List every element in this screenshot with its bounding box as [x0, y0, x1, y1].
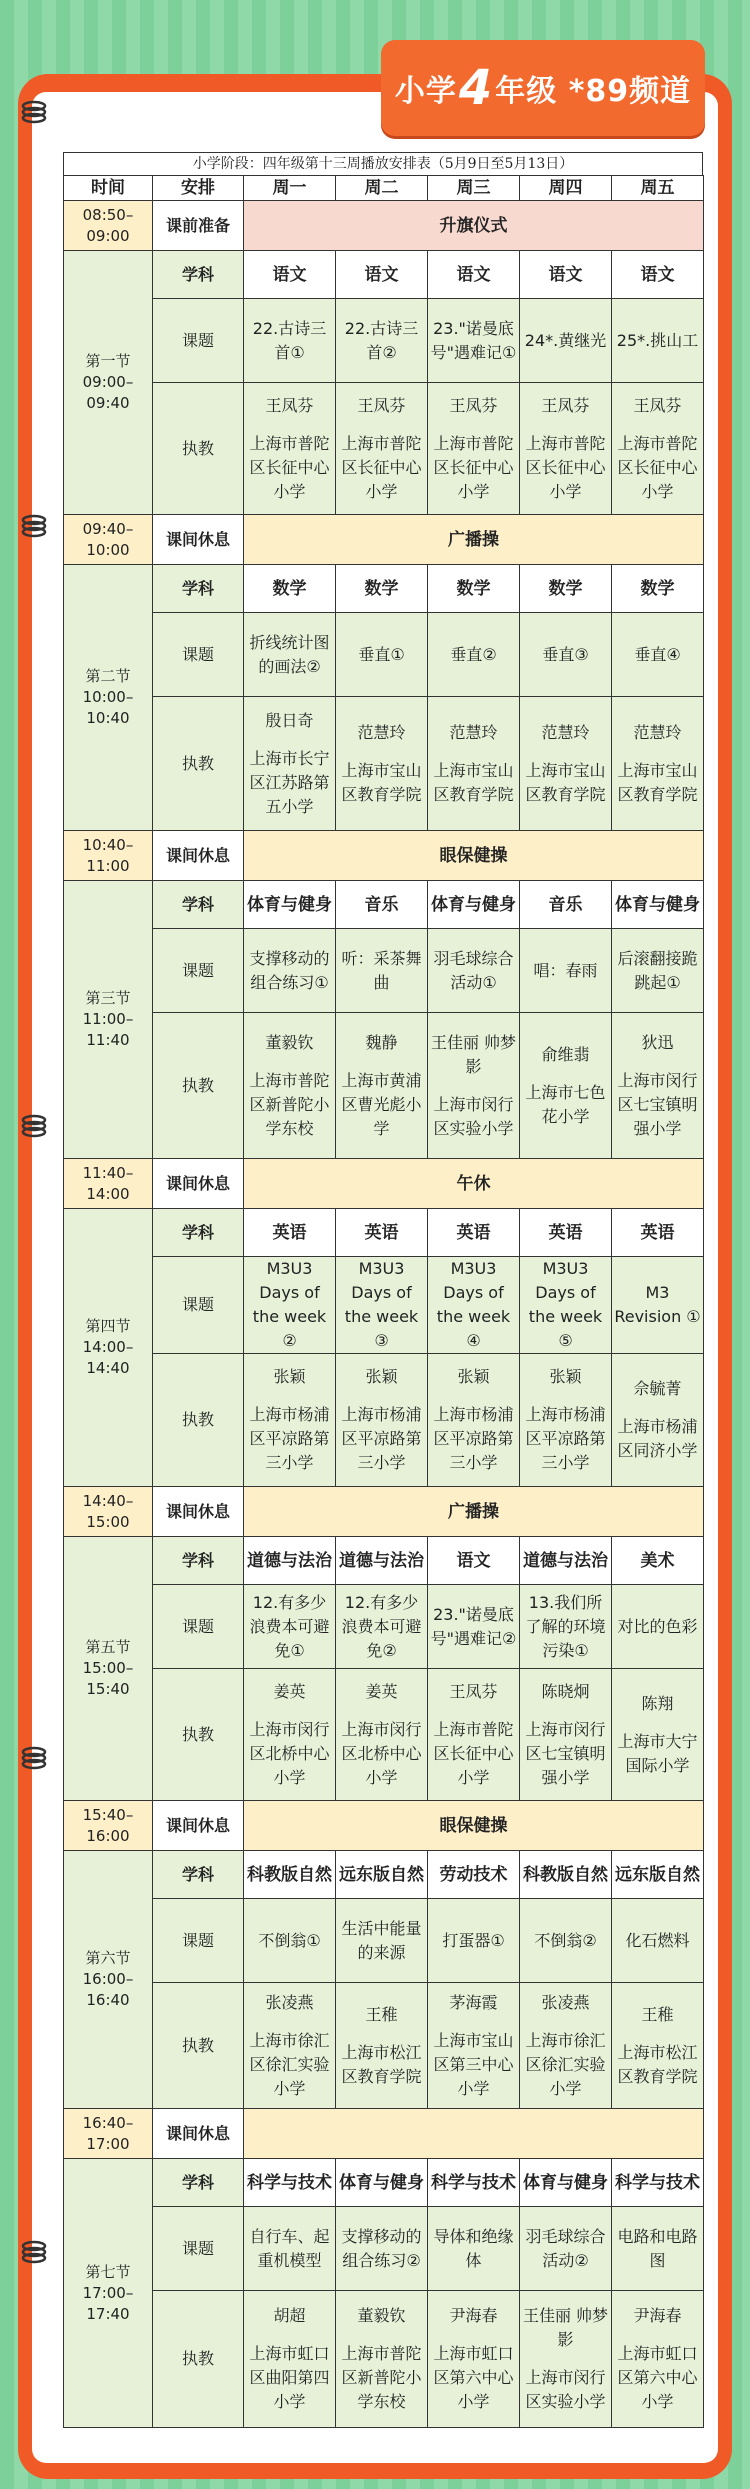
subject-cell: 英语	[336, 1209, 428, 1257]
topic-cell: M3U3 Days of the week ④	[428, 1257, 520, 1354]
topic-cell: 23."诺曼底号"遇难记①	[428, 299, 520, 383]
subject-label: 学科	[153, 1851, 244, 1899]
topic-cell: 电路和电路图	[612, 2207, 704, 2291]
break-activity: 午休	[244, 1159, 704, 1209]
teacher-school: 上海市闵行区北桥中心小学	[249, 1719, 330, 1787]
slot-label: 课前准备	[153, 201, 244, 251]
time-slot: 08:50–09:00	[64, 201, 153, 251]
binder-ring-icon	[20, 1744, 48, 1772]
subject-cell: 远东版自然	[336, 1851, 428, 1899]
teacher-name: 俞维翡	[541, 1044, 590, 1064]
subject-label: 学科	[153, 1537, 244, 1585]
teacher-cell	[612, 1669, 704, 1801]
subject-row	[64, 2159, 704, 2207]
header-time: 时间	[64, 176, 153, 201]
teacher-name: 陈翔	[641, 1693, 674, 1713]
subject-cell: 体育与健身	[612, 881, 704, 929]
topic-cell: 24*.黄继光	[520, 299, 612, 383]
teacher-school: 上海市徐汇区徐汇实验小学	[525, 2030, 606, 2098]
binder-ring-icon	[20, 512, 48, 540]
teacher-cell	[612, 697, 704, 831]
break-activity: 广播操	[244, 1487, 704, 1537]
topic-cell: M3U3 Days of the week ⑤	[520, 1257, 612, 1354]
teacher-school: 上海市闵行区七宝镇明强小学	[525, 1719, 606, 1787]
subject-label: 学科	[153, 881, 244, 929]
teacher-cell	[428, 383, 520, 515]
teacher-name: 尹海春	[449, 2306, 498, 2325]
teacher-school: 上海市虹口区第六中心小学	[617, 2344, 698, 2411]
subject-cell: 数学	[244, 565, 336, 613]
teacher-name: 王凤芬	[265, 395, 314, 415]
teacher-school: 上海市普陀区长征中心小学	[249, 433, 330, 501]
slot-label: 课间休息	[153, 1487, 244, 1537]
header-day: 周五	[612, 176, 704, 201]
topic-cell: M3 Revision ①	[612, 1257, 704, 1354]
subject-cell: 数学	[520, 565, 612, 613]
subject-cell: 数学	[336, 565, 428, 613]
topic-cell: 羽毛球综合活动②	[520, 2207, 612, 2291]
teacher-name: 范慧玲	[633, 722, 682, 742]
topic-row	[64, 1899, 704, 1983]
teacher-name: 胡超	[273, 2306, 306, 2325]
teacher-name: 魏静	[365, 1032, 398, 1052]
time-slot: 14:40–15:00	[64, 1487, 153, 1537]
header-day: 周一	[244, 176, 336, 201]
subject-cell: 数学	[428, 565, 520, 613]
teacher-name: 殷日奇	[265, 710, 314, 730]
teacher-cell	[612, 383, 704, 515]
teacher-cell	[244, 1013, 336, 1159]
topic-cell: 打蛋器①	[428, 1899, 520, 1983]
teacher-row	[64, 1013, 704, 1159]
subject-cell: 体育与健身	[520, 2159, 612, 2207]
teacher-label: 执教	[153, 2291, 244, 2428]
teacher-school: 上海市宝山区教育学院	[617, 760, 698, 804]
topic-cell: 折线统计图的画法②	[244, 613, 336, 697]
teacher-school: 上海市闵行区北桥中心小学	[341, 1719, 422, 1787]
topic-label: 课题	[153, 1257, 244, 1354]
subject-cell: 劳动技术	[428, 1851, 520, 1899]
slot-label: 课间休息	[153, 1159, 244, 1209]
teacher-row	[64, 697, 704, 831]
teacher-cell	[428, 697, 520, 831]
topic-cell: 支撑移动的组合练习②	[336, 2207, 428, 2291]
teacher-cell	[244, 2291, 336, 2428]
period-time: 16:00–16:40	[82, 1970, 134, 2009]
topic-label: 课题	[153, 613, 244, 697]
period-cell	[64, 881, 153, 1159]
teacher-cell	[520, 1354, 612, 1487]
subject-label: 学科	[153, 565, 244, 613]
period-cell	[64, 1209, 153, 1487]
teacher-row	[64, 1983, 704, 2109]
time-slot: 10:40–11:00	[64, 831, 153, 881]
slot-label: 课间休息	[153, 2109, 244, 2159]
teacher-school: 上海市松江区教育学院	[617, 2042, 698, 2086]
teacher-cell	[520, 1013, 612, 1159]
period-name: 第七节	[85, 2262, 131, 2281]
subject-cell: 英语	[520, 1209, 612, 1257]
subject-label: 学科	[153, 251, 244, 299]
binder-ring-icon	[20, 2238, 48, 2266]
break-row	[64, 1159, 704, 1209]
teacher-school: 上海市普陀区长征中心小学	[433, 433, 514, 501]
teacher-name: 范慧玲	[357, 722, 406, 742]
teacher-name: 范慧玲	[541, 722, 590, 742]
binder-ring-icon	[20, 98, 48, 126]
topic-row	[64, 613, 704, 697]
subject-cell: 语文	[244, 251, 336, 299]
teacher-name: 王佳丽 帅梦影	[430, 1032, 517, 1076]
subject-cell: 语文	[336, 251, 428, 299]
time-slot: 11:40–14:00	[64, 1159, 153, 1209]
teacher-cell	[244, 1669, 336, 1801]
break-activity: 眼保健操	[244, 1801, 704, 1851]
subject-cell: 科学与技术	[612, 2159, 704, 2207]
teacher-label: 执教	[153, 1669, 244, 1801]
period-cell	[64, 251, 153, 515]
teacher-name: 狄迅	[641, 1032, 674, 1052]
subject-cell: 体育与健身	[428, 881, 520, 929]
schedule-title: 小学阶段：四年级第十三周播放安排表（5月9日至5月13日）	[63, 152, 703, 175]
teacher-school: 上海市宝山区第三中心小学	[433, 2030, 514, 2098]
teacher-cell	[336, 1669, 428, 1801]
binder-ring-icon	[20, 1112, 48, 1140]
subject-cell: 体育与健身	[336, 2159, 428, 2207]
teacher-school: 上海市普陀区长征中心小学	[617, 433, 698, 501]
teacher-cell	[520, 1983, 612, 2109]
teacher-school: 上海市普陀区新普陀小学东校	[249, 1070, 330, 1138]
subject-cell: 语文	[520, 251, 612, 299]
teacher-school: 上海市普陀区长征中心小学	[525, 433, 606, 501]
badge-prefix: 小学	[394, 74, 457, 109]
teacher-label: 执教	[153, 1013, 244, 1159]
topic-cell: 自行车、起重机模型	[244, 2207, 336, 2291]
teacher-school: 上海市杨浦区平凉路第三小学	[433, 1405, 514, 1472]
break-row	[64, 1487, 704, 1537]
teacher-cell	[244, 1354, 336, 1487]
break-activity: 广播操	[244, 515, 704, 565]
teacher-name: 佘毓菁	[633, 1379, 682, 1398]
topic-cell: 12.有多少浪费本可避免①	[244, 1585, 336, 1669]
period-name: 第四节	[85, 1317, 131, 1335]
teacher-cell	[428, 1983, 520, 2109]
break-activity	[244, 2109, 704, 2159]
slot-label: 课间休息	[153, 831, 244, 881]
teacher-name: 张颖	[457, 1367, 490, 1386]
subject-row	[64, 1851, 704, 1899]
slot-label: 课间休息	[153, 1801, 244, 1851]
teacher-name: 范慧玲	[449, 722, 498, 742]
subject-label: 学科	[153, 2159, 244, 2207]
teacher-school: 上海市杨浦区平凉路第三小学	[341, 1405, 422, 1472]
teacher-name: 张颖	[365, 1367, 398, 1386]
subject-cell: 语文	[428, 1537, 520, 1585]
slot-label: 课间休息	[153, 515, 244, 565]
teacher-name: 茅海霞	[449, 1992, 498, 2012]
period-cell	[64, 1851, 153, 2109]
topic-label: 课题	[153, 1585, 244, 1669]
subject-cell: 美术	[612, 1537, 704, 1585]
period-name: 第六节	[85, 1949, 131, 1967]
topic-cell: 垂直①	[336, 613, 428, 697]
header-day: 周四	[520, 176, 612, 201]
badge-suffix: 年级 *89频道	[495, 74, 692, 109]
teacher-school: 上海市长宁区江苏路第五小学	[249, 748, 330, 816]
subject-cell: 体育与健身	[244, 881, 336, 929]
teacher-school: 上海市大宁国际小学	[617, 1731, 698, 1775]
period-cell	[64, 1537, 153, 1801]
subject-row	[64, 1537, 704, 1585]
topic-cell: 垂直③	[520, 613, 612, 697]
subject-cell: 语文	[428, 251, 520, 299]
teacher-cell	[336, 1983, 428, 2109]
topic-row	[64, 299, 704, 383]
teacher-cell	[336, 697, 428, 831]
teacher-name: 王凤芬	[449, 395, 498, 415]
topic-cell: 对比的色彩	[612, 1585, 704, 1669]
topic-cell: 25*.挑山工	[612, 299, 704, 383]
channel-badge	[381, 40, 705, 136]
teacher-school: 上海市闵行区实验小学	[525, 2368, 606, 2411]
teacher-school: 上海市徐汇区徐汇实验小学	[249, 2030, 330, 2098]
header-day: 周三	[428, 176, 520, 201]
break-row	[64, 831, 704, 881]
teacher-school: 上海市闵行区七宝镇明强小学	[617, 1070, 698, 1138]
subject-cell: 语文	[612, 251, 704, 299]
teacher-school: 上海市普陀区长征中心小学	[341, 433, 422, 501]
teacher-cell	[520, 383, 612, 515]
subject-cell: 道德与法治	[244, 1537, 336, 1585]
topic-cell: 垂直④	[612, 613, 704, 697]
teacher-name: 王凤芬	[449, 1681, 498, 1701]
topic-cell: 垂直②	[428, 613, 520, 697]
subject-label: 学科	[153, 1209, 244, 1257]
period-time: 09:00–09:40	[82, 373, 134, 412]
teacher-cell	[428, 2291, 520, 2428]
topic-label: 课题	[153, 1899, 244, 1983]
subject-cell: 科教版自然	[520, 1851, 612, 1899]
break-row	[64, 1801, 704, 1851]
subject-cell: 音乐	[336, 881, 428, 929]
badge-grade: 4	[458, 60, 494, 116]
teacher-cell	[612, 2291, 704, 2428]
topic-row	[64, 2207, 704, 2291]
teacher-name: 尹海春	[633, 2306, 682, 2325]
topic-cell: 支撑移动的组合练习①	[244, 929, 336, 1013]
teacher-row	[64, 2291, 704, 2428]
teacher-label: 执教	[153, 1983, 244, 2109]
teacher-school: 上海市杨浦区平凉路第三小学	[525, 1405, 606, 1472]
teacher-name: 董毅钦	[265, 1032, 314, 1052]
teacher-cell	[428, 1354, 520, 1487]
subject-cell: 道德与法治	[336, 1537, 428, 1585]
topic-cell: 不倒翁②	[520, 1899, 612, 1983]
teacher-school: 上海市虹口区第六中心小学	[433, 2344, 514, 2411]
teacher-school: 上海市虹口区曲阳第四小学	[249, 2344, 330, 2411]
teacher-name: 张颖	[273, 1367, 306, 1386]
break-row	[64, 2109, 704, 2159]
period-time: 11:00–11:40	[82, 1010, 134, 1049]
topic-cell: 羽毛球综合活动①	[428, 929, 520, 1013]
topic-label: 课题	[153, 299, 244, 383]
break-row	[64, 201, 704, 251]
teacher-cell	[244, 383, 336, 515]
topic-cell: 22.古诗三首②	[336, 299, 428, 383]
topic-cell: 化石燃料	[612, 1899, 704, 1983]
teacher-name: 王凤芬	[633, 395, 682, 415]
subject-row	[64, 1209, 704, 1257]
topic-cell: M3U3 Days of the week ③	[336, 1257, 428, 1354]
teacher-cell	[336, 383, 428, 515]
teacher-cell	[336, 1354, 428, 1487]
time-slot: 16:40–17:00	[64, 2109, 153, 2159]
subject-cell: 科学与技术	[244, 2159, 336, 2207]
teacher-row	[64, 383, 704, 515]
subject-cell: 科教版自然	[244, 1851, 336, 1899]
subject-cell: 科学与技术	[428, 2159, 520, 2207]
teacher-cell	[520, 1669, 612, 1801]
topic-cell: 22.古诗三首①	[244, 299, 336, 383]
teacher-name: 姜英	[273, 1681, 306, 1701]
teacher-cell	[336, 2291, 428, 2428]
teacher-name: 张凌燕	[265, 1992, 314, 2012]
subject-cell: 道德与法治	[520, 1537, 612, 1585]
teacher-cell	[244, 697, 336, 831]
topic-cell: 听：采茶舞曲	[336, 929, 428, 1013]
teacher-school: 上海市普陀区长征中心小学	[433, 1719, 514, 1787]
topic-cell: 唱：春雨	[520, 929, 612, 1013]
period-time: 10:00–10:40	[82, 688, 134, 727]
teacher-name: 王凤芬	[541, 395, 590, 415]
period-cell	[64, 2159, 153, 2428]
teacher-name: 张颖	[549, 1367, 582, 1386]
teacher-cell	[428, 1669, 520, 1801]
header-day: 周二	[336, 176, 428, 201]
teacher-name: 王稚	[641, 2004, 674, 2024]
teacher-school: 上海市宝山区教育学院	[341, 760, 422, 804]
teacher-name: 陈晓炯	[541, 1681, 590, 1701]
period-time: 17:00–17:40	[82, 2283, 134, 2323]
teacher-school: 上海市杨浦区平凉路第三小学	[249, 1405, 330, 1472]
teacher-cell	[244, 1983, 336, 2109]
topic-cell: 23."诺曼底号"遇难记②	[428, 1585, 520, 1669]
period-name: 第二节	[85, 667, 131, 685]
teacher-label: 执教	[153, 383, 244, 515]
subject-cell: 英语	[428, 1209, 520, 1257]
period-name: 第一节	[85, 352, 131, 370]
teacher-school: 上海市宝山区教育学院	[525, 760, 606, 804]
period-name: 第三节	[85, 989, 131, 1007]
period-time: 14:00–14:40	[82, 1338, 134, 1377]
teacher-school: 上海市普陀区新普陀小学东校	[341, 2344, 422, 2411]
time-slot: 15:40–16:00	[64, 1801, 153, 1851]
break-row	[64, 515, 704, 565]
topic-label: 课题	[153, 2207, 244, 2291]
subject-cell: 英语	[612, 1209, 704, 1257]
teacher-name: 董毅钦	[357, 2306, 406, 2325]
teacher-cell	[520, 697, 612, 831]
period-name: 第五节	[85, 1638, 131, 1656]
time-slot: 09:40–10:00	[64, 515, 153, 565]
subject-cell: 英语	[244, 1209, 336, 1257]
teacher-cell	[520, 2291, 612, 2428]
subject-cell: 数学	[612, 565, 704, 613]
teacher-name: 张凌燕	[541, 1992, 590, 2012]
teacher-name: 王佳丽 帅梦影	[522, 2306, 609, 2349]
topic-cell: 13.我们所了解的环境污染①	[520, 1585, 612, 1669]
subject-row	[64, 251, 704, 299]
schedule	[63, 152, 703, 2454]
teacher-school: 上海市宝山区教育学院	[433, 760, 514, 804]
teacher-name: 姜英	[365, 1681, 398, 1701]
teacher-label: 执教	[153, 1354, 244, 1487]
header-arrange: 安排	[153, 176, 244, 201]
subject-row	[64, 565, 704, 613]
topic-cell: 导体和绝缘体	[428, 2207, 520, 2291]
topic-cell: 后滚翻接跪跳起①	[612, 929, 704, 1013]
teacher-school: 上海市杨浦区同济小学	[617, 1417, 698, 1460]
period-cell	[64, 565, 153, 831]
teacher-cell	[336, 1013, 428, 1159]
teacher-name: 王稚	[365, 2004, 398, 2024]
teacher-row	[64, 1354, 704, 1487]
teacher-name: 王凤芬	[357, 395, 406, 415]
teacher-cell	[428, 1013, 520, 1159]
period-time: 15:00–15:40	[82, 1659, 134, 1698]
topic-cell: M3U3 Days of the week ②	[244, 1257, 336, 1354]
teacher-label: 执教	[153, 697, 244, 831]
topic-row	[64, 1585, 704, 1669]
teacher-school: 上海市闵行区实验小学	[433, 1094, 514, 1138]
subject-cell: 远东版自然	[612, 1851, 704, 1899]
topic-cell: 生活中能量的来源	[336, 1899, 428, 1983]
subject-cell: 音乐	[520, 881, 612, 929]
teacher-row	[64, 1669, 704, 1801]
topic-cell: 12.有多少浪费本可避免②	[336, 1585, 428, 1669]
break-activity: 升旗仪式	[244, 201, 704, 251]
topic-label: 课题	[153, 929, 244, 1013]
break-activity: 眼保健操	[244, 831, 704, 881]
teacher-school: 上海市松江区教育学院	[341, 2042, 422, 2086]
teacher-school: 上海市七色花小学	[525, 1082, 606, 1126]
topic-cell: 不倒翁①	[244, 1899, 336, 1983]
topic-row	[64, 1257, 704, 1354]
teacher-school: 上海市黄浦区曹光彪小学	[341, 1070, 422, 1138]
subject-row	[64, 881, 704, 929]
teacher-cell	[612, 1983, 704, 2109]
teacher-cell	[612, 1354, 704, 1487]
schedule-table	[63, 175, 704, 2428]
teacher-cell	[612, 1013, 704, 1159]
header-row	[64, 176, 704, 201]
topic-row	[64, 929, 704, 1013]
